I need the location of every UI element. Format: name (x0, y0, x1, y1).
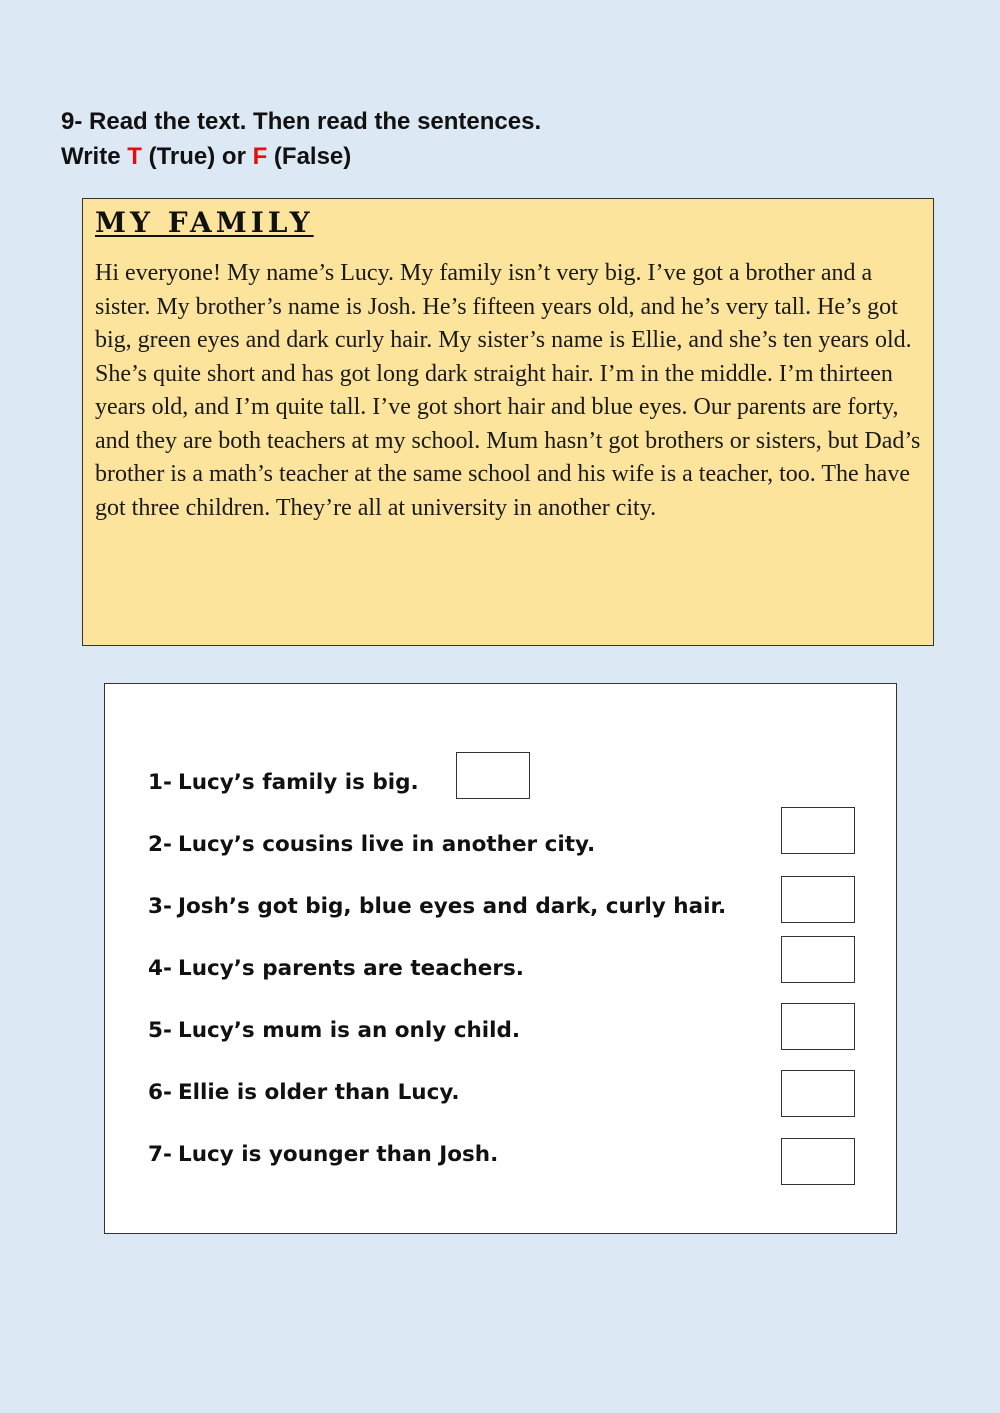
question-number: 1- (148, 770, 172, 795)
question-text: Ellie is older than Lucy. (178, 1080, 460, 1105)
answer-box-6[interactable] (781, 1070, 855, 1117)
reading-text: Hi everyone! My name’s Lucy. My family isn’t very big. I’ve got a brother and a sister. My brother’s name is Josh. He’s fifteen years old, and he’s very tall. He’s got big, green eyes and dark curly hair. My sister’s name is Ellie, and she’s ten years old. She’s quite short and has got long dark straight hair. I’m in the middle. I’m thirteen years old, and I’m quite tall. I’ve got short hair and blue eyes. Our parents are forty, and they are both teachers at my school. Mum hasn’t got brothers or sisters, but Dad’s brother is a math’s teacher at the same school and his wife is a teacher, too. The have got three children. They’re all at university in another city. (95, 260, 921, 521)
question-1 (148, 769, 419, 797)
question-4 (148, 955, 524, 983)
question-number: 2- (148, 832, 172, 857)
question-text: Josh’s got big, blue eyes and dark, curly hair. (178, 894, 727, 919)
question-2 (148, 831, 595, 859)
answer-box-4[interactable] (781, 936, 855, 983)
question-text: Lucy is younger than Josh. (178, 1142, 499, 1167)
instruction-line-2 (61, 139, 541, 174)
question-text: Lucy’s family is big. (178, 770, 419, 795)
answer-box-3[interactable] (781, 876, 855, 923)
instruction-write: Write (61, 143, 128, 170)
question-number: 6- (148, 1080, 172, 1105)
question-3 (148, 893, 726, 921)
answer-box-7[interactable] (781, 1138, 855, 1185)
question-text: Lucy’s parents are teachers. (178, 956, 524, 981)
answer-box-2[interactable] (781, 807, 855, 854)
true-letter: T (127, 143, 142, 170)
question-text: Lucy’s cousins live in another city. (178, 832, 596, 857)
false-letter: F (252, 143, 268, 170)
question-number: 5- (148, 1018, 172, 1043)
instruction-true: (True) or (141, 143, 253, 170)
question-number: 3- (148, 894, 172, 919)
reading-box (82, 198, 934, 646)
reading-title: MY FAMILY (95, 206, 314, 239)
instructions (61, 104, 541, 174)
question-number: 7- (148, 1142, 172, 1167)
instruction-line-1: 9- Read the text. Then read the sentences. (61, 108, 542, 135)
question-number: 4- (148, 956, 172, 981)
answer-box-1[interactable] (456, 752, 530, 799)
question-text: Lucy’s mum is an only child. (178, 1018, 521, 1043)
questions-box (104, 683, 897, 1234)
answer-box-5[interactable] (781, 1003, 855, 1050)
question-6 (148, 1079, 460, 1107)
question-7 (148, 1141, 498, 1169)
question-5 (148, 1017, 520, 1045)
instruction-false: (False) (267, 143, 352, 170)
